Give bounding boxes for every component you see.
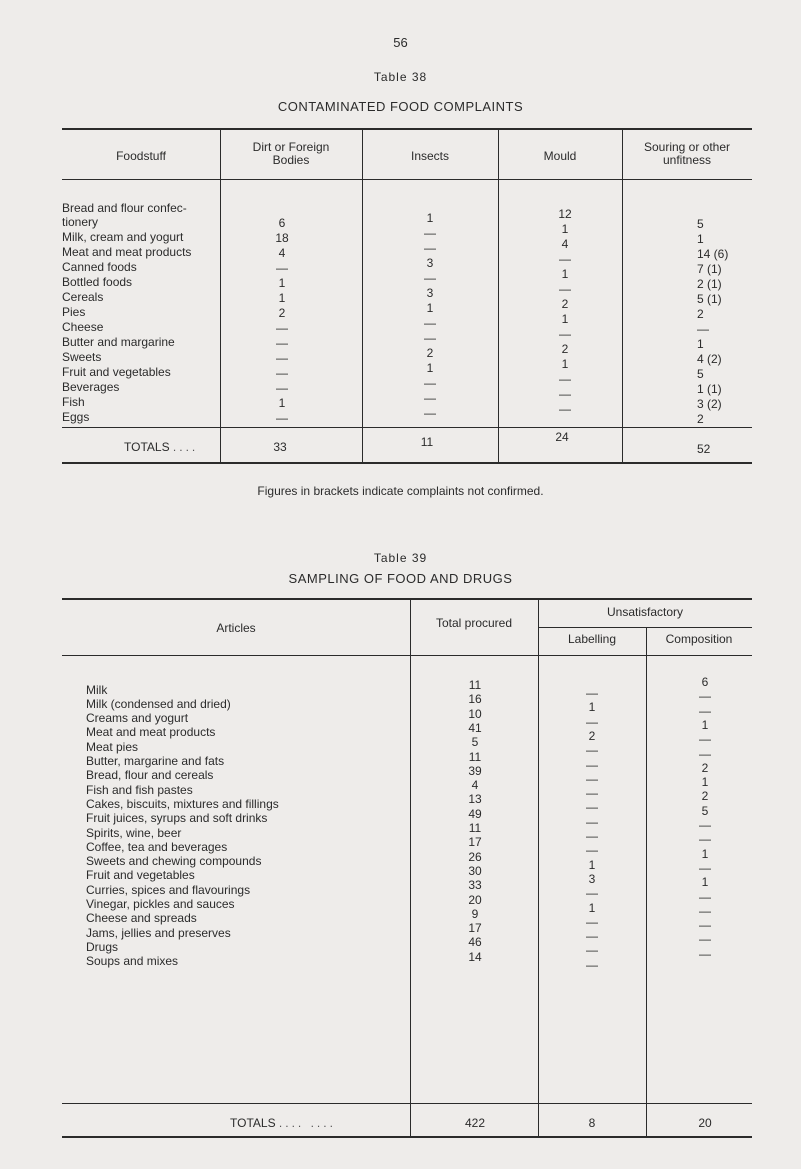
table-row-label: Drugs — [86, 939, 119, 954]
table-cell-insects: — — [424, 406, 436, 420]
table-cell-total: 11 — [468, 749, 482, 764]
table-row-label: Milk (condensed and dried) — [86, 696, 231, 711]
t39-bottom-rule — [62, 1136, 752, 1138]
table-cell-composition: — — [699, 946, 711, 961]
table-cell-mould: 2 — [561, 297, 569, 311]
table-row-label: Meat and meat products — [62, 245, 192, 259]
table-cell-insects: — — [424, 226, 436, 240]
table-row-label: Cereals — [62, 290, 104, 304]
table-cell-insects: — — [424, 331, 436, 345]
table-cell-labelling: — — [586, 943, 598, 958]
table-cell-dirt: — — [276, 351, 288, 365]
table-cell-souring: 4 (2) — [697, 352, 722, 366]
table-row-label: Bread and flour confec- — [62, 201, 187, 215]
table-cell-total: 4 — [471, 778, 479, 793]
table-cell-composition: — — [699, 732, 711, 747]
t39-header-total: Total procured — [435, 616, 513, 630]
table-row-label: Creams and yogurt — [86, 711, 189, 726]
table-cell-mould: 4 — [561, 237, 569, 251]
table-cell-souring: 1 — [697, 232, 704, 246]
t39-vline — [538, 600, 539, 1136]
table-row-label: Butter and margarine — [62, 335, 175, 349]
table-cell-insects: 3 — [426, 286, 434, 300]
table-cell-labelling: — — [586, 843, 598, 858]
table-cell-insects: — — [424, 241, 436, 255]
table-row-label: Curries, spices and flavourings — [86, 882, 251, 897]
table-cell-composition: — — [699, 918, 711, 933]
table-cell-mould: — — [559, 387, 571, 401]
table-cell-dirt: 18 — [275, 231, 289, 245]
table-row-label: Milk — [86, 682, 108, 697]
table-cell-mould: — — [559, 372, 571, 386]
table-row-label: Eggs — [62, 410, 90, 424]
table-cell-total: 17 — [468, 921, 482, 936]
t38-totals-rule — [62, 427, 752, 428]
table-row-label: Spirits, wine, beer — [86, 825, 182, 840]
table-row-label: Jams, jellies and preserves — [86, 925, 231, 940]
table-row-label: Fruit and vegetables — [62, 365, 171, 379]
table-cell-composition: — — [699, 703, 711, 718]
table-row-label: Fruit juices, syrups and soft drinks — [86, 811, 268, 826]
table-cell-labelling: — — [586, 786, 598, 801]
table-cell-composition: — — [699, 932, 711, 947]
table-cell-total: 11 — [468, 821, 482, 835]
table-cell-total: 14 — [468, 949, 482, 964]
t38-totals-insects: 11 — [420, 435, 434, 449]
t38-header-souring: Souring or other unfitness — [643, 140, 731, 167]
table-row-label: Cakes, biscuits, mixtures and fillings — [86, 796, 279, 811]
table-row-label: Canned foods — [62, 260, 137, 274]
table-cell-labelling: — — [586, 743, 598, 758]
table-cell-total: 41 — [468, 720, 482, 735]
table-cell-labelling: 1 — [588, 700, 596, 715]
t39-unsat-rule — [538, 627, 752, 628]
t39-totals-labelling: 8 — [588, 1116, 596, 1130]
table-cell-labelling: — — [586, 829, 598, 843]
table-cell-insects: 3 — [426, 256, 434, 270]
table-cell-dirt: — — [276, 411, 288, 425]
t38-vline — [498, 130, 499, 462]
table-cell-composition: — — [699, 746, 711, 761]
table-cell-labelling: — — [586, 800, 598, 815]
table-cell-total: 9 — [471, 906, 479, 921]
page-number: 56 — [393, 35, 408, 50]
table-cell-composition: 2 — [701, 760, 709, 775]
table-cell-mould: — — [559, 402, 571, 416]
table-row-label: Bread, flour and cereals — [86, 768, 214, 783]
table-cell-dirt: 1 — [278, 276, 286, 290]
table-38-label: Table 38 — [373, 70, 428, 84]
t39-header-articles: Articles — [216, 621, 256, 635]
table-cell-insects: 2 — [426, 346, 434, 360]
table-cell-composition: — — [699, 903, 711, 918]
t38-vline — [622, 130, 623, 462]
t38-bottom-rule — [62, 462, 752, 464]
table-cell-composition: — — [699, 689, 711, 704]
table-cell-composition: 2 — [701, 789, 709, 804]
t38-header-mould: Mould — [543, 149, 577, 163]
table-cell-composition: — — [699, 818, 711, 832]
table-row-label: Coffee, tea and beverages — [86, 839, 228, 854]
table-cell-total: 11 — [468, 678, 482, 692]
t39-totals-label: TOTALS .... .... — [230, 1116, 336, 1130]
t39-header-labelling: Labelling — [567, 632, 617, 646]
t38-totals-mould: 24 — [555, 430, 569, 444]
table-cell-labelling: 1 — [588, 900, 596, 915]
table-cell-dirt: 1 — [278, 396, 286, 410]
table-cell-composition: 1 — [701, 846, 709, 861]
t38-vline — [220, 130, 221, 462]
table-cell-insects: 1 — [426, 301, 434, 315]
table-38-title: CONTAMINATED FOOD COMPLAINTS — [277, 99, 524, 114]
t39-header-unsatisfactory: Unsatisfactory — [606, 605, 684, 619]
t39-header-composition: Composition — [665, 632, 733, 646]
t38-totals-label: TOTALS .... — [124, 440, 199, 454]
table-row-label: Beverages — [62, 380, 120, 394]
table-cell-souring: 14 (6) — [697, 247, 729, 261]
table-cell-labelling: — — [586, 886, 598, 901]
table-cell-souring: — — [697, 322, 709, 336]
t39-totals-rule — [62, 1103, 752, 1104]
table-cell-mould: 1 — [561, 222, 569, 236]
table-cell-total: 30 — [468, 863, 482, 878]
t38-header-foodstuff: Foodstuff — [116, 149, 166, 163]
table-cell-mould: — — [559, 327, 571, 341]
t39-vline — [410, 600, 411, 1136]
table-cell-dirt: 6 — [278, 216, 286, 230]
table-cell-total: 17 — [468, 835, 482, 850]
table-cell-mould: 2 — [561, 342, 569, 356]
table-cell-insects: — — [424, 271, 436, 285]
table-cell-dirt: — — [276, 381, 288, 395]
table-39-title: SAMPLING OF FOOD AND DRUGS — [288, 571, 513, 586]
table-cell-total: 13 — [468, 792, 482, 807]
table-cell-mould: 1 — [561, 357, 569, 371]
table-cell-souring: 1 — [697, 337, 704, 351]
table-cell-insects: 1 — [426, 211, 434, 225]
table-cell-composition: — — [699, 860, 711, 875]
t38-totals-souring: 52 — [697, 442, 711, 456]
table-row-label: Fish and fish pastes — [86, 782, 193, 797]
t39-totals-composition: 20 — [698, 1116, 712, 1130]
table-cell-dirt: — — [276, 366, 288, 380]
table-cell-total: 46 — [468, 935, 482, 950]
t39-header-rule — [62, 655, 752, 656]
t39-vline — [646, 628, 647, 1136]
table-cell-dirt: — — [276, 321, 288, 335]
t38-top-rule — [62, 128, 752, 130]
table-cell-souring: 3 (2) — [697, 397, 722, 411]
t39-top-rule — [62, 598, 752, 600]
table-cell-labelling: — — [586, 714, 598, 729]
table-row-label: Bottled foods — [62, 275, 133, 289]
table-cell-labelling: — — [586, 929, 598, 944]
table-cell-composition: 1 — [701, 875, 709, 890]
table-cell-total: 20 — [468, 892, 482, 907]
table-cell-total: 26 — [468, 849, 482, 864]
table-row-label: Sweets and chewing compounds — [86, 854, 262, 869]
table-cell-labelling: — — [586, 814, 598, 829]
table-cell-composition: — — [699, 889, 711, 904]
table-cell-composition: 6 — [701, 675, 709, 689]
table-cell-dirt: — — [276, 261, 288, 275]
table-cell-souring: 2 — [697, 412, 704, 426]
table-row-label: Meat and meat products — [86, 725, 216, 740]
table-cell-dirt: 1 — [278, 291, 286, 305]
table-row-label: Sweets — [62, 350, 102, 364]
table-cell-mould: — — [559, 282, 571, 296]
table-cell-dirt: 2 — [278, 306, 286, 320]
table-cell-total: 33 — [468, 878, 482, 893]
t38-header-rule — [62, 179, 752, 180]
table-cell-mould: 1 — [561, 312, 569, 326]
table-row-label: Soups and mixes — [86, 954, 179, 969]
table-cell-total: 16 — [468, 692, 482, 707]
table-cell-labelling: — — [586, 757, 598, 772]
table-cell-insects: 1 — [426, 361, 434, 375]
table-cell-composition: 1 — [701, 775, 709, 790]
table-cell-insects: — — [424, 391, 436, 405]
table-cell-dirt: 4 — [278, 246, 286, 260]
table-row-label: Cheese and spreads — [86, 911, 197, 926]
t38-totals-dirt: 33 — [273, 440, 287, 454]
table-row-label: Milk, cream and yogurt — [62, 230, 184, 244]
table-cell-composition: 5 — [701, 803, 709, 818]
table-cell-souring: 7 (1) — [697, 262, 722, 276]
table-row-label: Fish — [62, 395, 85, 409]
t39-totals-total: 422 — [464, 1116, 486, 1130]
table-row-label: Butter, margarine and fats — [86, 754, 225, 768]
table-row-label: tionery — [62, 215, 99, 229]
table-cell-composition: 1 — [701, 717, 709, 732]
table-cell-composition: — — [699, 832, 711, 847]
table-cell-labelling: 3 — [588, 871, 596, 886]
table-cell-total: 39 — [468, 763, 482, 778]
table-39-label: Table 39 — [373, 551, 428, 565]
table-cell-souring: 5 — [697, 367, 704, 381]
table-cell-mould: 1 — [561, 267, 569, 281]
table-row-label: Cheese — [62, 320, 104, 334]
table-cell-labelling: 2 — [588, 728, 596, 743]
table-row-label: Vinegar, pickles and sauces — [86, 897, 235, 911]
t38-header-dirt: Dirt or Foreign Bodies — [252, 140, 330, 167]
table-cell-insects: — — [424, 376, 436, 390]
table-cell-total: 10 — [468, 706, 482, 721]
table-cell-dirt: — — [276, 336, 288, 350]
t38-vline — [362, 130, 363, 462]
table-cell-labelling: — — [586, 771, 598, 786]
table-cell-insects: — — [424, 316, 436, 330]
table-cell-souring: 2 — [697, 307, 704, 321]
t38-footnote: Figures in brackets indicate complaints not confirmed. — [257, 484, 544, 498]
table-cell-mould: 12 — [558, 207, 572, 221]
table-cell-mould: — — [559, 252, 571, 266]
t38-header-insects: Insects — [410, 149, 449, 163]
table-cell-total: 49 — [468, 806, 482, 821]
table-cell-souring: 2 (1) — [697, 277, 722, 291]
table-row-label: Pies — [62, 305, 86, 319]
table-cell-total: 5 — [471, 735, 479, 750]
table-row-label: Meat pies — [86, 739, 139, 754]
table-cell-labelling: 1 — [588, 857, 596, 872]
table-cell-labelling: — — [586, 957, 598, 972]
table-cell-souring: 5 — [697, 217, 704, 231]
table-cell-souring: 1 (1) — [697, 382, 722, 396]
table-cell-labelling: — — [586, 686, 598, 700]
table-cell-labelling: — — [586, 914, 598, 929]
table-cell-souring: 5 (1) — [697, 292, 722, 306]
table-row-label: Fruit and vegetables — [86, 868, 195, 883]
